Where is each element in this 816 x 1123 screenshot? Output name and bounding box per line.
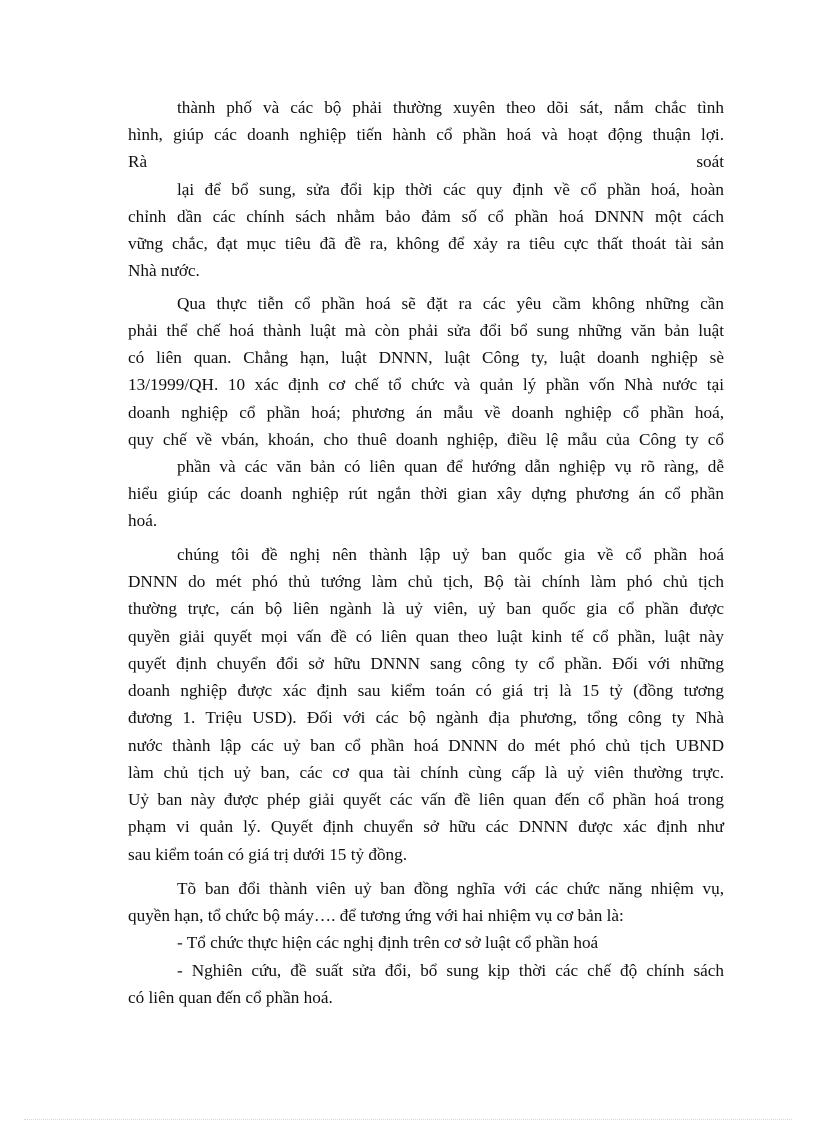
text-line: soát <box>696 152 724 171</box>
text-line: đương 1. Triệu USD). Đối với các bộ ngành địa phương, tổng công ty Nhà <box>128 708 724 727</box>
text-line: doanh nghiệp cổ phần hoá; phương án mẫu về doanh nghiệp cổ phần hoá, <box>128 403 724 422</box>
text-line: 13/1999/QH. 10 xác định cơ chế tổ chức và quản lý phần vốn Nhà nước tại <box>128 375 724 394</box>
text-line: Uỷ ban này được phép giải quyết các vấn đề liên quan đến cổ phần hoá trong <box>128 790 724 809</box>
text-line: phần và các văn bản có liên quan để hướng dẫn nghiệp vụ rõ ràng, dễ <box>177 457 724 476</box>
text-line: Qua thực tiễn cổ phần hoá sẽ đặt ra các yêu cầm không những cần <box>177 294 724 313</box>
text-line: lại để bổ sung, sửa đổi kịp thời các quy định về cổ phần hoá, hoàn <box>177 180 724 199</box>
text-line: Tõ ban đổi thành viên uỷ ban đồng nghĩa với các chức năng nhiệm vụ, <box>177 879 724 898</box>
text-line: có liên quan đến cổ phần hoá. <box>128 988 333 1007</box>
text-line: chúng tôi đề nghị nên thành lập uỷ ban quốc gia về cổ phần hoá <box>177 545 724 564</box>
text-line: hoá. <box>128 511 158 530</box>
text-line: quy chế về vbán, khoán, cho thuê doanh nghiệp, điều lệ mẫu của Công ty cổ <box>128 430 724 449</box>
text-line: có liên quan. Chẳng hạn, luật DNNN, luật Công ty, luật doanh nghiệp sè <box>128 348 724 367</box>
text-line: quyết định chuyển đổi sở hữu DNNN sang công ty cổ phần. Đối với những <box>128 654 724 673</box>
text-line: quyền hạn, tổ chức bộ máy…. để tương ứng với hai nhiệm vụ cơ bản là: <box>128 906 624 925</box>
text-line: thành phố và các bộ phải thường xuyên theo dõi sát, nắm chắc tình <box>177 98 724 117</box>
list-item: - Tổ chức thực hiện các nghị định trên cơ sở luật cổ phần hoá <box>177 933 599 952</box>
text-line: chỉnh dần các chính sách nhằm bảo đảm số cổ phần hoá DNNN một cách <box>128 207 724 226</box>
text-line: Rà <box>128 152 148 171</box>
text-line: doanh nghiệp được xác định sau kiểm toán có giá trị là 15 tỷ (đồng tương <box>128 681 724 700</box>
text-line: DNNN do mét phó thủ tướng làm chủ tịch, Bộ tài chính làm phó chủ tịch <box>128 572 724 591</box>
text-line: hiểu giúp các doanh nghiệp rút ngắn thời gian xây dựng phương án cổ phần <box>128 484 724 503</box>
text-line: thường trực, cán bộ liên ngành là uỷ viên, uỷ ban quốc gia cổ phần được <box>128 599 724 618</box>
text-line: hình, giúp các doanh nghiệp tiến hành cổ phần hoá và hoạt động thuận lợi. <box>128 125 724 144</box>
text-line: nước thành lập các uỷ ban cổ phần hoá DNNN do mét phó chủ tịch UBND <box>128 736 724 755</box>
text-line: quyền giải quyết mọi vấn đề có liên quan theo luật kinh tế cổ phần, luật này <box>128 627 724 646</box>
page-bottom-border <box>24 1119 792 1120</box>
text-line: phải thể chế hoá thành luật mà còn phải sửa đổi bổ sung những văn bản luật <box>128 321 724 340</box>
text-line: sau kiểm toán có giá trị dưới 15 tỷ đồng. <box>128 845 408 864</box>
text-line: phạm vi quản lý. Quyết định chuyển sở hữu các DNNN được xác định như <box>128 817 724 836</box>
text-line: vững chắc, đạt mục tiêu đã đề ra, không để xảy ra tiêu cực thất thoát tài sản <box>128 234 724 253</box>
list-item: - Nghiên cứu, đề suất sửa đổi, bổ sung kịp thời các chế độ chính sách <box>177 961 724 980</box>
text-line: làm chủ tịch uỷ ban, các cơ qua tài chính cùng cấp là uỷ viên thường trực. <box>128 763 724 782</box>
text-line: Nhà nước. <box>128 261 200 280</box>
